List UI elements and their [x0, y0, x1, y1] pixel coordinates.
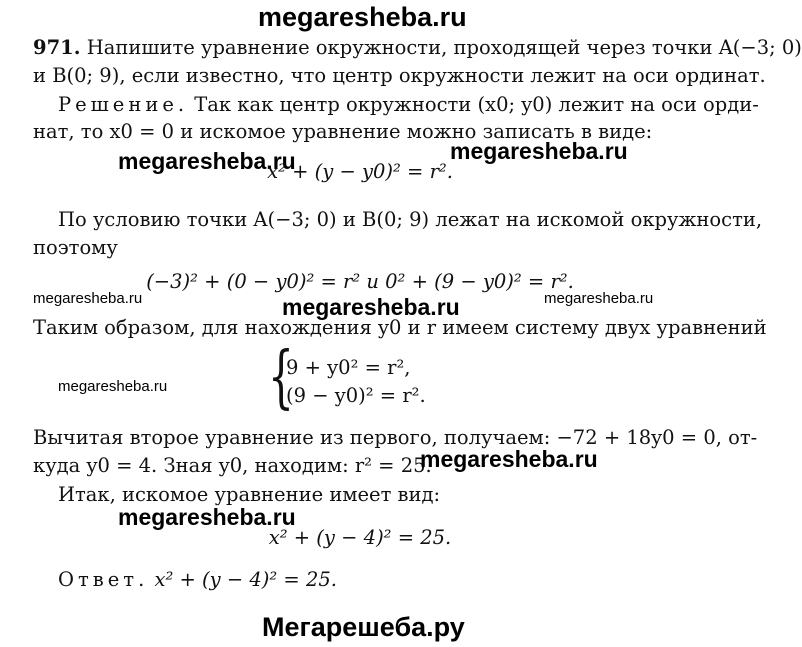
- problem-statement-line-1: [33, 38, 802, 58]
- equation-1-text: x² + (y − y0)² = r².: [267, 160, 453, 183]
- equation-2: [0, 272, 720, 292]
- problem-text-1: Напишите уравнение окружности, проходящей через точки A(−3; 0): [86, 36, 802, 59]
- solution-label: Решение.: [58, 93, 189, 116]
- watermark-right-1: megaresheba.ru: [544, 290, 654, 307]
- solution-line-1: [58, 95, 759, 115]
- answer-text: x² + (y − 4)² = 25.: [154, 568, 337, 591]
- watermark-mid-3: megaresheba.ru: [420, 446, 598, 472]
- solution-line-8: Итак, искомое уравнение имеет вид:: [58, 483, 441, 506]
- watermark-left-2: megaresheba.ru: [58, 378, 168, 395]
- answer-line: [58, 570, 337, 590]
- solution-line-3: По условию точки A(−3; 0) и B(0; 9) лежат на искомой окружности,: [58, 208, 763, 231]
- equation-3: [0, 528, 720, 548]
- system-brace: {: [268, 338, 294, 417]
- problem-statement-line-2: и B(0; 9), если известно, что центр окружности лежит на оси ординат.: [33, 64, 766, 87]
- watermark-mid-1: megaresheba.ru: [118, 148, 296, 174]
- solution-line-6: Вычитая второе уравнение из первого, получаем: −72 + 18y0 = 0, от-: [33, 426, 758, 449]
- equation-3-text: x² + (y − 4)² = 25.: [268, 526, 452, 549]
- watermark-top: megaresheba.ru: [258, 2, 467, 32]
- watermark-mid-4: megaresheba.ru: [118, 504, 296, 530]
- equation-1: [0, 162, 720, 182]
- solution-text-1: Так как центр окружности (x0; y0) лежит на оси орди-: [194, 93, 759, 116]
- problem-number: 971.: [33, 36, 81, 59]
- system-equation-2: (9 − y0)² = r².: [286, 384, 426, 407]
- watermark-center-1: megaresheba.ru: [282, 294, 460, 320]
- system-equation-1: 9 + y0² = r²,: [286, 356, 411, 379]
- solution-line-2: нат, то x0 = 0 и искомое уравнение можно записать в виде:: [33, 120, 653, 143]
- equation-2-text: (−3)² + (0 − y0)² = r² и 0² + (9 − y0)² = r².: [146, 270, 574, 293]
- watermark-bottom: Мегарешеба.ру: [262, 612, 465, 642]
- watermark-left-1: megaresheba.ru: [33, 290, 143, 307]
- answer-label: Ответ.: [58, 568, 149, 591]
- solution-line-7: куда y0 = 4. Зная y0, находим: r² = 25.: [33, 454, 432, 477]
- watermark-mid-2: megaresheba.ru: [450, 138, 628, 164]
- solution-line-4: поэтому: [33, 236, 118, 259]
- solution-line-5: Таким образом, для нахождения y0 и r имеем систему двух уравнений: [33, 316, 767, 339]
